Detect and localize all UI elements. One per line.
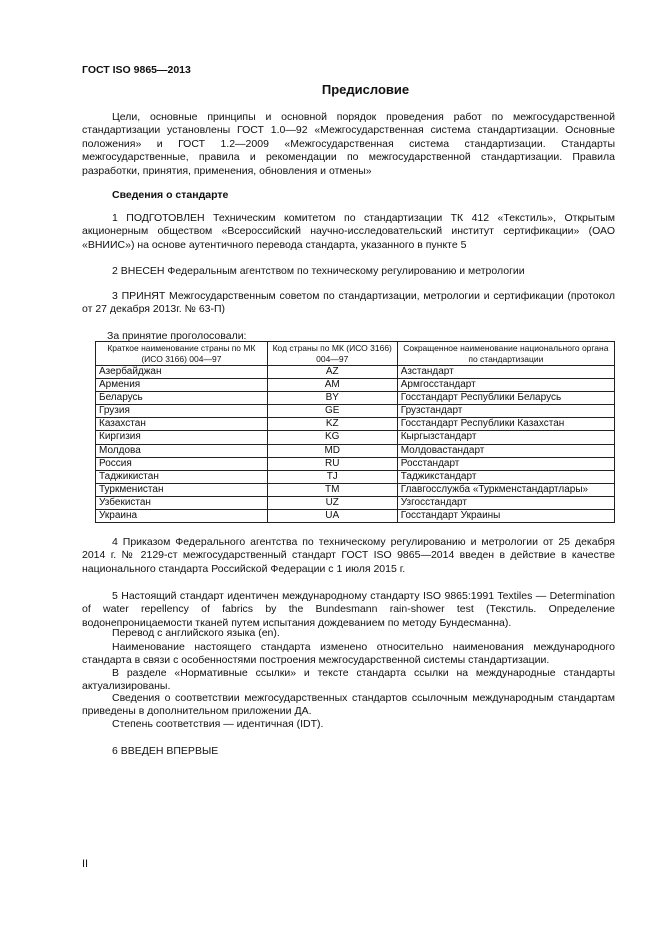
code-cell: UA — [267, 510, 397, 523]
table-row — [96, 457, 615, 470]
item-5-translation: Перевод с английского языка (en). — [112, 627, 280, 639]
code-cell: AM — [267, 379, 397, 392]
standard-info-heading: Сведения о стандарте — [112, 189, 229, 201]
country-cell: Таджикистан — [96, 470, 268, 483]
body-cell: Армгосстандарт — [397, 379, 614, 392]
table-row — [96, 379, 615, 392]
countries-table — [95, 341, 615, 523]
table-row — [96, 444, 615, 457]
item-5-naming-note: Наименование настоящего стандарта изменено относительно наименования международного стандарта в связи с особенностями построения межгосударственной системы стандартизации. — [82, 641, 615, 667]
table-row — [96, 470, 615, 483]
table-row — [96, 405, 615, 418]
item-5-info-note: Сведения о соответствии межгосударственных стандартов ссылочным международным стандартам приведены в дополнительном приложении ДА. — [82, 692, 615, 718]
code-cell: MD — [267, 444, 397, 457]
item-5-paragraph: 5 Настоящий стандарт идентичен международному стандарту ISO 9865:1991 Textiles — Determination of water repellency of fabrics by the Bundesmann rain-shower test (Текстиль. Определение водонепроницаемости тканей путем испытания дождеванием по методу Бундесманна). — [82, 590, 615, 629]
code-cell: UZ — [267, 496, 397, 509]
body-cell: Росстандарт — [397, 457, 614, 470]
table-row — [96, 431, 615, 444]
body-cell: Грузстандарт — [397, 405, 614, 418]
item-2-paragraph: 2 ВНЕСЕН Федеральным агентством по техническому регулированию и метрологии — [112, 265, 525, 277]
page-title: Предисловие — [321, 82, 410, 97]
code-cell: AZ — [267, 366, 397, 379]
column-header-body: Сокращенное наименование национального органа по стандартизации — [397, 342, 614, 366]
table-row — [96, 483, 615, 496]
code-cell: KZ — [267, 418, 397, 431]
table-row — [96, 418, 615, 431]
item-1-paragraph: 1 ПОДГОТОВЛЕН Техническим комитетом по стандартизации ТК 412 «Текстиль», Открытым акционерным обществом «Всероссийский научно-исследовательский институт сертификации» (ОАО «ВНИИС») на основе аутентичного перевода стандарта, указанного в пункте 5 — [82, 212, 615, 251]
page-number: II — [82, 858, 89, 870]
column-header-country: Краткое наименование страны по МК (ИСО 3166) 004—97 — [96, 342, 268, 366]
country-cell: Казахстан — [96, 418, 268, 431]
country-cell: Туркменистан — [96, 483, 268, 496]
country-cell: Азербайджан — [96, 366, 268, 379]
body-cell: Госстандарт Республики Казахстан — [397, 418, 614, 431]
country-cell: Узбекистан — [96, 496, 268, 509]
body-cell: Азстандарт — [397, 366, 614, 379]
country-cell: Россия — [96, 457, 268, 470]
code-cell: TJ — [267, 470, 397, 483]
table-row — [96, 496, 615, 509]
table-header-row — [96, 342, 615, 366]
code-cell: BY — [267, 392, 397, 405]
item-3-paragraph: 3 ПРИНЯТ Межгосударственным советом по стандартизации, метрологии и сертификации (протокол от 27 декабря 2013г. № 63-П) — [82, 290, 615, 316]
body-cell: Кыргызстандарт — [397, 431, 614, 444]
item-4-paragraph: 4 Приказом Федерального агентства по техническому регулированию и метрологии от 25 декабря 2014 г. № 2129-ст межгосударственный стандарт ГОСТ ISO 9865—2014 введен в действие в качестве национального стандарта Российской Федерации с 1 июля 2015 г. — [82, 536, 615, 575]
column-header-code: Код страны по МК (ИСО 3166) 004—97 — [267, 342, 397, 366]
body-cell: Госстандарт Украины — [397, 510, 614, 523]
country-cell: Молдова — [96, 444, 268, 457]
body-cell: Госстандарт Республики Беларусь — [397, 392, 614, 405]
country-cell: Армения — [96, 379, 268, 392]
country-cell: Киргизия — [96, 431, 268, 444]
item-5-degree-note: Степень соответствия — идентичная (IDT). — [112, 718, 324, 730]
document-code: ГОСТ ISO 9865—2013 — [82, 64, 191, 76]
code-cell: GE — [267, 405, 397, 418]
body-cell: Таджикстандарт — [397, 470, 614, 483]
country-cell: Беларусь — [96, 392, 268, 405]
body-cell: Молдовастандарт — [397, 444, 614, 457]
body-cell: Узгосстандарт — [397, 496, 614, 509]
item-5-references-note: В разделе «Нормативные ссылки» и тексте стандарта ссылки на международные стандарты актуализированы. — [82, 667, 615, 693]
code-cell: TM — [267, 483, 397, 496]
code-cell: RU — [267, 457, 397, 470]
item-6-paragraph: 6 ВВЕДЕН ВПЕРВЫЕ — [112, 745, 219, 757]
vote-label: За принятие проголосовали: — [107, 330, 247, 342]
code-cell: KG — [267, 431, 397, 444]
country-cell: Грузия — [96, 405, 268, 418]
intro-paragraph: Цели, основные принципы и основной порядок проведения работ по межгосударственной стандартизации установлены ГОСТ 1.0—92 «Межгосударственная система стандартизации. Основные положения» и ГОСТ 1.2—2009 «Межгосударственная система стандартизации. Стандарты межгосударственные, правила и рекомендации по межгосударственной стандартизации. Правила разработки, принятия, применения, обновления и отмены» — [82, 111, 615, 177]
table-row — [96, 510, 615, 523]
table-row — [96, 366, 615, 379]
body-cell: Главгосслужба «Туркменстандартлары» — [397, 483, 614, 496]
table-row — [96, 392, 615, 405]
country-cell: Украина — [96, 510, 268, 523]
